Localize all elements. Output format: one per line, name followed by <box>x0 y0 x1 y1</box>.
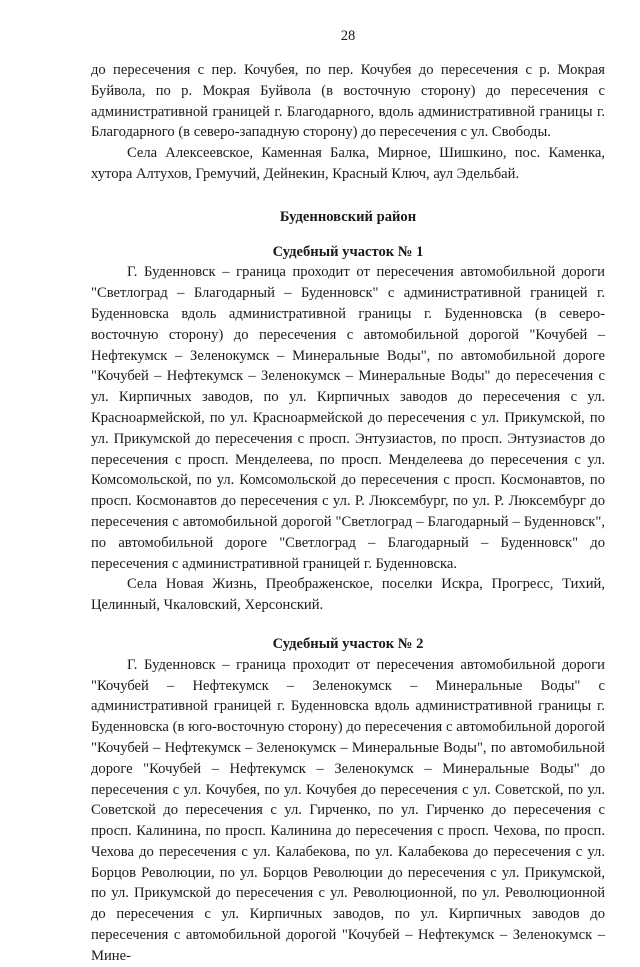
plot-2-title: Судебный участок № 2 <box>272 635 424 652</box>
district-title: Буденновский район <box>279 208 417 225</box>
plot-1-title: Судебный участок № 1 <box>272 243 424 260</box>
document-page <box>91 26 605 967</box>
intro-settlements-paragraph: Села Алексеевское, Каменная Балка, Мирное, Шишкино, пос. Каменка, хутора Алтухов, Гремучий, Дейнекин, Красный Ключ, аул Эдельбай. <box>91 145 605 182</box>
plot-1-boundary-paragraph: Г. Буденновск – граница проходит от пересечения автомобильной дороги "Светлоград – Благодарный – Буденновск" с административной границей г. Буденновска вдоль административной границы г. Буденновска (в северо-восточную сторону) до пересечения с автомобильной дорогой "Кочубей – Нефтекумск – Зеленокумск – Минеральные Воды", по автомобильной дороге "Кочубей – Нефтекумск – Зеленокумск – Минеральные Воды" до пересечения с ул. Кирпичных заводов, по ул. Кирпичных заводов до пересечения с ул. Красноармейской, по ул. Красноармейской до пересечения с ул. Прикумской, по ул. Прикумской до пересечения с просп. Энтузиастов, по просп. Энтузиастов до пересечения с просп. Менделеева, по просп. Менделеева до пересечения с ул. Комсомольской, по ул. Комсомольской до пересечения с просп. Космонавтов, по просп. Космонавтов до пересечения с ул. Р. Люксембург, по ул. Р. Люксембург до пересечения с автомобильной дорогой "Светлоград – Благодарный – Буденновск", по автомобильной дороге "Светлоград – Благодарный – Буденновск" до пересечения с административной границей г. Буденновска. <box>91 264 605 572</box>
plot-1-settlements-paragraph: Села Новая Жизнь, Преображенское, поселки Искра, Прогресс, Тихий, Целинный, Чкаловский, Херсонский. <box>91 576 605 614</box>
page-number: 28 <box>340 28 356 44</box>
intro-paragraph: до пересечения с пер. Кочубея, по пер. Кочубея до пересечения с р. Мокрая Буйвола, по р. Мокрая Буйвола (в восточную сторону) до пересечения с административной границей г. Благодарного, вдоль административной границы г. Благодарного (в северо-западную сторону) до пересечения с ул. Свободы. <box>91 62 605 141</box>
plot-2-boundary-paragraph: Г. Буденновск – граница проходит от пересечения автомобильной дороги "Кочубей – Нефтекумск – Зеленокумск – Минеральные Воды" с административной границей г. Буденновска вдоль административной границы г. Буденновска (в юго-восточную сторону) до пересечения с автомобильной дорогой "Кочубей – Нефтекумск – Зеленокумск – Минеральные Воды", по автомобильной дороге "Кочубей – Нефтекумск – Зеленокумск – Минеральные Воды" до пересечения с ул. Кочубея, по ул. Кочубея до пересечения с ул. Советской, по ул. Советской до пересечения с ул. Гирченко, по ул. Гирченко до пересечения с просп. Калинина, по просп. Калинина до пересечения с просп. Чехова, по просп. Чехова до пересечения с ул. Калабекова, по ул. Калабекова до пересечения с ул. Борцов Революции, по ул. Борцов Революции до пересечения с ул. Прикумской, по ул. Прикумской до пересечения с ул. Революционной, по ул. Революционной до пересечения с ул. Кирпичных заводов, по ул. Кирпичных заводов до пересечения с автомобильной дорогой "Кочубей – Нефтекумск – Зеленокумск – Мине- <box>91 656 605 964</box>
